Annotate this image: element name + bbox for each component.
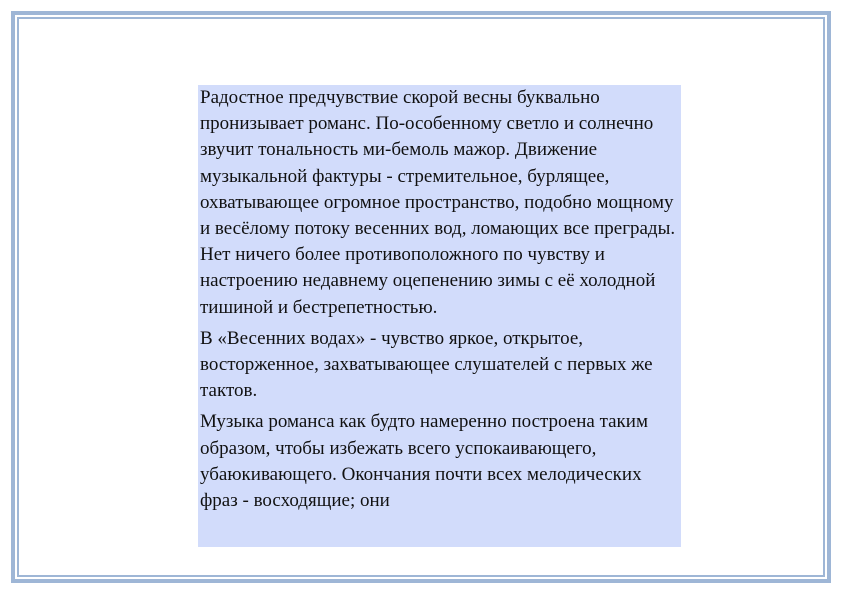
paragraph-1: Радостное предчувствие скорой весны буквально пронизывает романс. По-особенному светло и солнечно звучит тональность ми-бемоль мажор. Движение музыкальной фактуры - стремительное, бурлящее, охватывающее огромное пространство, подобно мощному и весёлому потоку весенних вод, ломающих все преграды. Нет ничего более противоположного по чувству и настроению недавнему оцепенению зимы с её холодной тишиной и бестрепетностью.	[200, 87, 676, 318]
paragraph-3: Музыка романса как будто намеренно построена таким образом, чтобы избежать всего успокаивающего, убаюкивающего. Окончания почти всех мелодических фраз - восходящие; они	[200, 411, 648, 512]
text-block	[198, 85, 681, 547]
paragraph-2: В «Весенних водах» - чувство яркое, открытое, восторженное, захватывающее слушателей с первых же тактов.	[200, 327, 653, 402]
